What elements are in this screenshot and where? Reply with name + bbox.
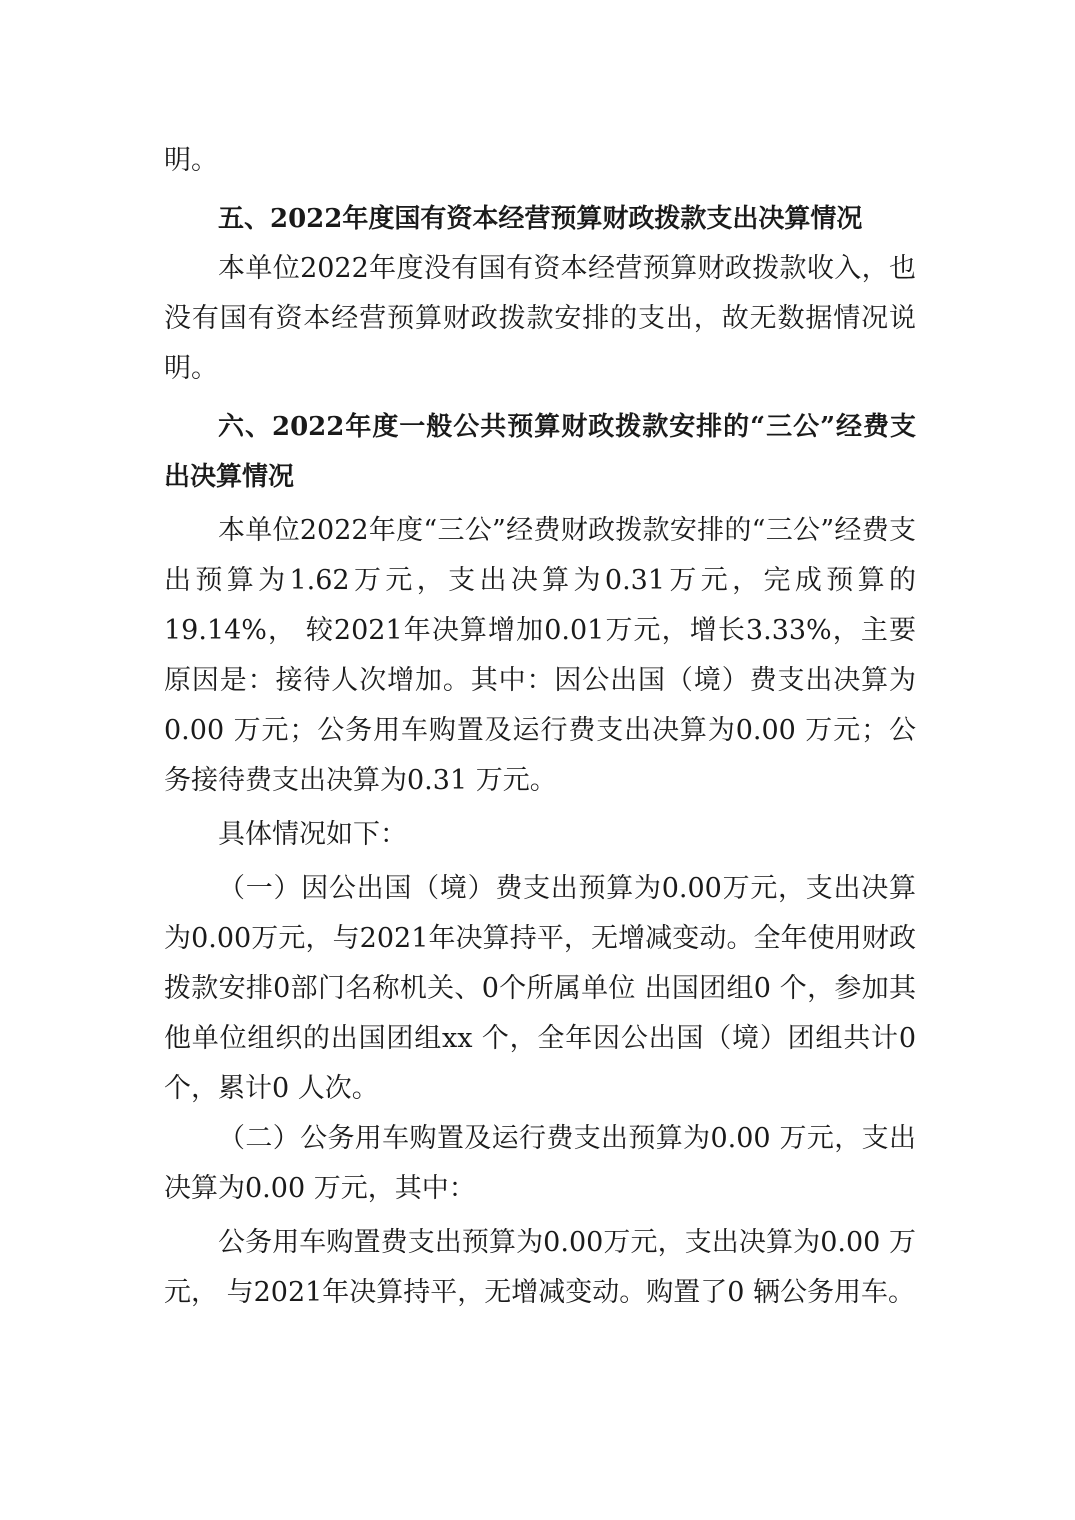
paragraph-official-vehicles: （二）公务用车购置及运行费支出预算为0.00 万元，支出决算为0.00 万元，其中：	[164, 1123, 916, 1204]
paragraph-state-capital: 本单位2022年度没有国有资本经营预算财政拨款收入，也没有国有资本经营预算财政拨款安排的支出，故无数据情况说明。	[164, 253, 916, 384]
document-body	[164, 136, 916, 1318]
paragraph-continuation: 明。	[164, 145, 218, 176]
paragraph-overseas-travel: （一）因公出国（境）费支出预算为0.00万元，支出决算为0.00万元，与2021年决算持平，无增减变动。全年使用财政拨款安排0部门名称机关、0个所属单位 出国团组0 个，参加其他单位组织的出国团组xx 个，全年因公出国（境）团组共计0 个，累计0 人次。	[164, 873, 916, 1104]
paragraph-vehicle-purchase: 公务用车购置费支出预算为0.00万元，支出决算为0.00 万元， 与2021年决算持平，无增减变动。购置了0 辆公务用车。	[164, 1227, 916, 1308]
paragraph-three-public-summary: 本单位2022年度“三公”经费财政拨款安排的“三公”经费支出预算为1.62万元，支出决算为0.31万元，完成预算的19.14%， 较2021年决算增加0.01万元，增长3.33%，主要原因是：接待人次增加。其中：因公出国（境）费支出决算为0.00 万元；公务用车购置及运行费支出决算为0.00 万元；公务接待费支出决算为0.31 万元。	[164, 515, 916, 796]
section-heading-6: 六、2022年度一般公共预算财政拨款安排的“三公”经费支出决算情况	[164, 412, 916, 492]
section-heading-5: 五、2022年度国有资本经营预算财政拨款支出决算情况	[218, 204, 863, 234]
paragraph-details-intro: 具体情况如下：	[218, 819, 407, 850]
